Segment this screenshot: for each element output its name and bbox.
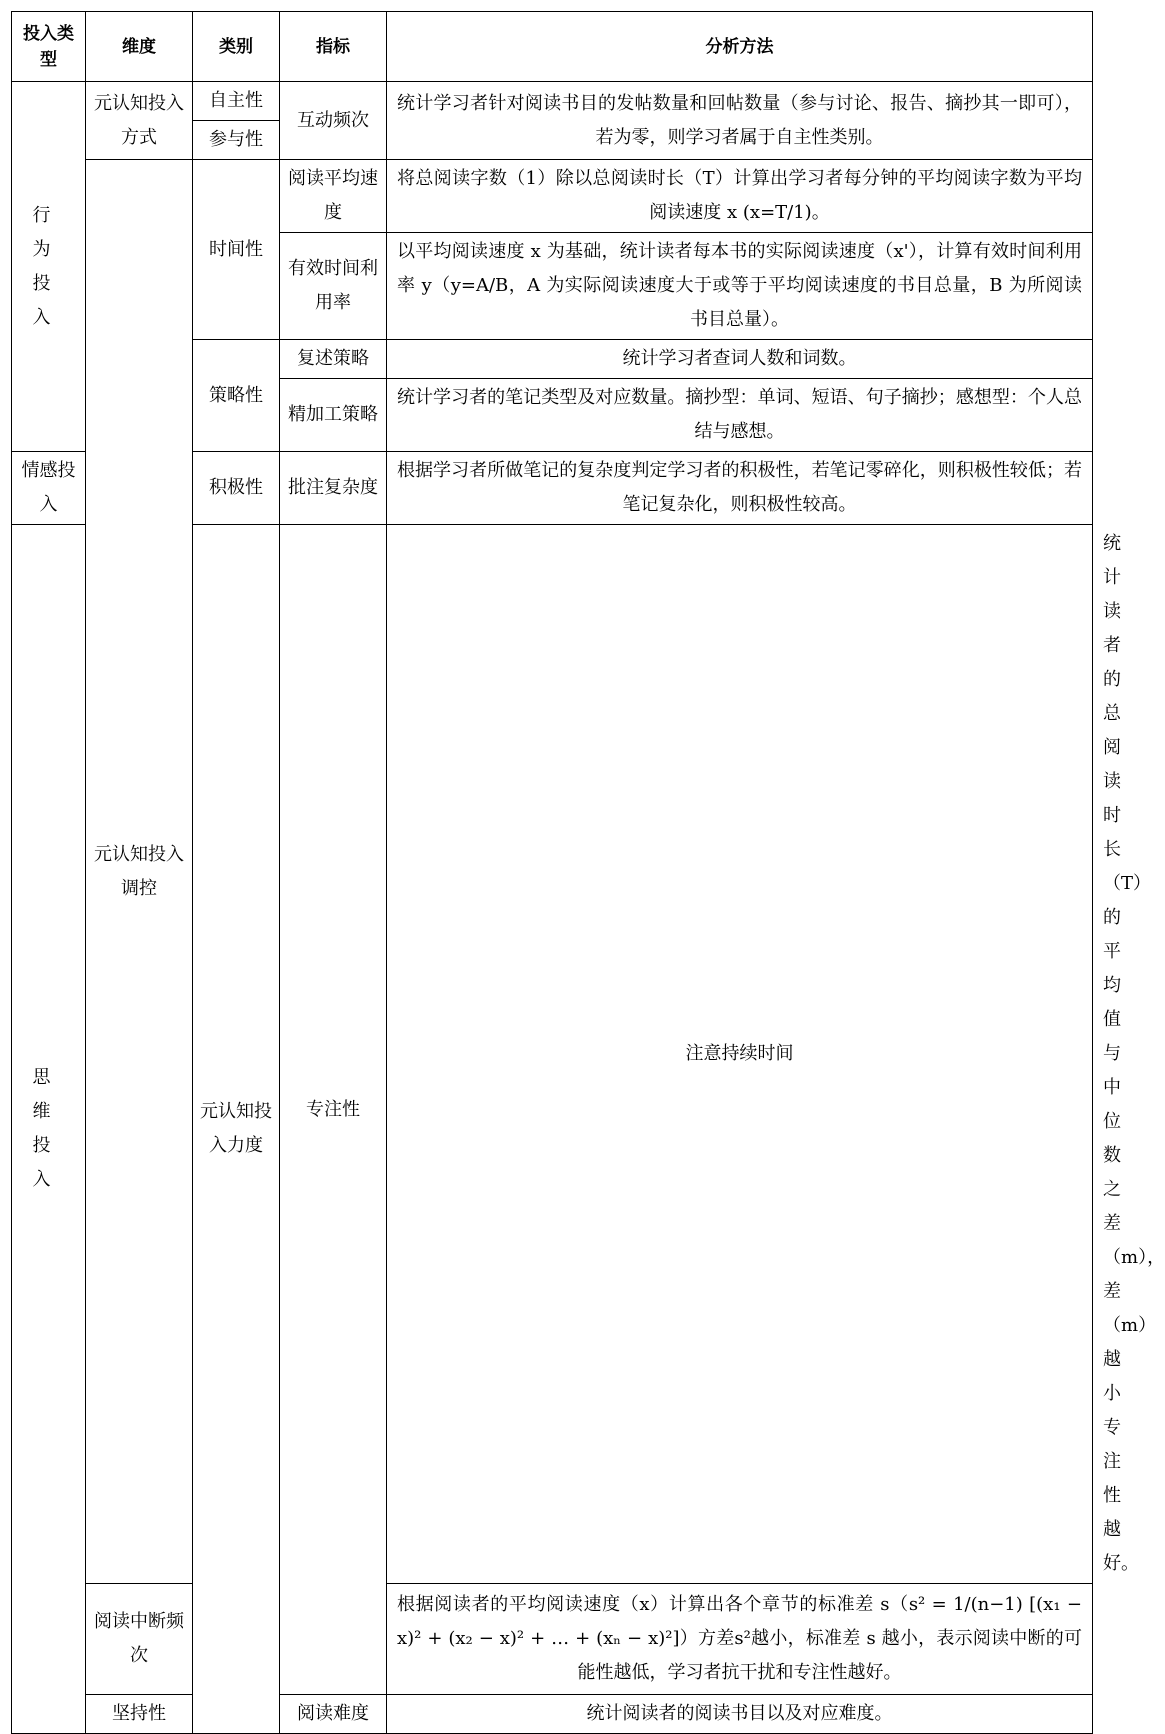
type-behavior: 行为投入: [12, 82, 86, 452]
header-dimension: 维度: [86, 12, 193, 82]
method-annotation: 根据学习者所做笔记的复杂度判定学习者的积极性，若笔记零碎化，则积极性较低；若笔记复杂化，则积极性较高。: [387, 452, 1093, 525]
method-interrupt-pre: 根据阅读者的平均阅读速度（x）计算出各个章节的标准差 s（: [397, 1594, 909, 1615]
category-participation: 参与性: [193, 121, 280, 160]
dimension-mode: 元认知投入方式: [86, 82, 193, 160]
method-retell: 统计学习者查词人数和词数。: [387, 340, 1093, 379]
method-interaction: 统计学习者针对阅读书目的发帖数量和回帖数量（参与讨论、报告、摘抄其一即可），若为零，则学习者属于自主性类别。: [387, 82, 1093, 160]
category-persistence: 坚持性: [86, 1695, 193, 1734]
header-category: 类别: [193, 12, 280, 82]
header-type: 投入类型: [12, 12, 86, 82]
method-interrupt-post: ）方差s²越小，标准差 s 越小，表示阅读中断的可能性越低，学习者抗干扰和专注性越好。: [577, 1628, 1082, 1683]
dimension-strength: 元认知投入力度: [193, 525, 280, 1734]
category-autonomy: 自主性: [193, 82, 280, 121]
category-time: 时间性: [193, 160, 280, 340]
engagement-indicator-table: 投入类型 维度 类别 指标 分析方法 行为投入 元认知投入方式 自主性 互动频次 统计学习者针对阅读书目的发帖数量和回帖数量（参与讨论、报告、摘抄其一即可），若为零，则学习者属于自主性类别。 参与性 元认知投入调控 时间性 阅读平均速度 将总阅读字数（1）除以总阅读时长（T）计算出学习者每分钟的平均阅读字数为平均阅读速度 x (x=T/1)。 有效时间利用率 以平均阅读速度 x 为基础，统计读者每本书的实际阅读速度（x'），计算有效时间利用率 y（y=A/B，A 为实际阅读速度大于或等于平均阅读速度的书目总量，B 为所阅读书目总量）。 策略性 复述策略 统计学习者查词人数和词数。 精加工策略 统计学习者的笔记类型及对应数量。摘抄型：单词、短语、句子摘抄；感想型：个人总结与感想。 情感投入 积极性 批注复杂度 根据学习者所做笔记的复杂度判定学习者的积极性，若笔记零碎化，则积极性较低；若笔记复杂化，则积极性较高。 思维投入 元认知投入力度 专注性 注意持续时间 统计读者的总阅读时长（T）的平均值与中位数之差（m），差（m）越小专注性越好。 阅读中断频次 根据阅读者的平均阅读速度（x）计算出各个章节的标准差 s（s² = 1/(n−1) [(x₁ − x)² + (x₂ − x)² + … + (xₙ − x)²]）方差s²越小，标准差 s 越小，表示阅读中断的可能性越低，学习者抗干扰和专注性越好。 坚持性 阅读难度 统计阅读者的阅读书目以及对应难度。: [11, 11, 1093, 1734]
category-strategy: 策略性: [193, 340, 280, 452]
variance-formula: s² = 1/(n−1) [(x₁ − x)² + (x₂ − x)² + … + (xₙ − x)²]: [397, 1594, 1082, 1649]
indicator-avg-speed: 阅读平均速度: [280, 160, 387, 233]
indicator-interaction: 互动频次: [280, 82, 387, 160]
method-difficulty: 统计阅读者的阅读书目以及对应难度。: [387, 1695, 1093, 1734]
type-emotion: 情感投入: [12, 452, 86, 525]
dimension-control: 元认知投入调控: [86, 160, 193, 1584]
category-focus: 专注性: [280, 525, 387, 1695]
method-effective-time: 以平均阅读速度 x 为基础，统计读者每本书的实际阅读速度（x'），计算有效时间利用率 y（y=A/B，A 为实际阅读速度大于或等于平均阅读速度的书目总量，B 为所阅读书目总量）。: [387, 233, 1093, 340]
indicator-interrupt: 阅读中断频次: [86, 1584, 193, 1695]
indicator-difficulty: 阅读难度: [280, 1695, 387, 1734]
category-positivity: 积极性: [193, 452, 280, 525]
header-indicator: 指标: [280, 12, 387, 82]
indicator-retell: 复述策略: [280, 340, 387, 379]
indicator-annotation: 批注复杂度: [280, 452, 387, 525]
indicator-attention: 注意持续时间: [387, 525, 1093, 1584]
method-elaborate: 统计学习者的笔记类型及对应数量。摘抄型：单词、短语、句子摘抄；感想型：个人总结与感想。: [387, 379, 1093, 452]
indicator-elaborate: 精加工策略: [280, 379, 387, 452]
type-thinking: 思维投入: [12, 525, 86, 1734]
indicator-effective-time: 有效时间利用率: [280, 233, 387, 340]
method-interrupt: [387, 1584, 1093, 1695]
method-avg-speed: 将总阅读字数（1）除以总阅读时长（T）计算出学习者每分钟的平均阅读字数为平均阅读速度 x (x=T/1)。: [387, 160, 1093, 233]
header-method: 分析方法: [387, 12, 1093, 82]
